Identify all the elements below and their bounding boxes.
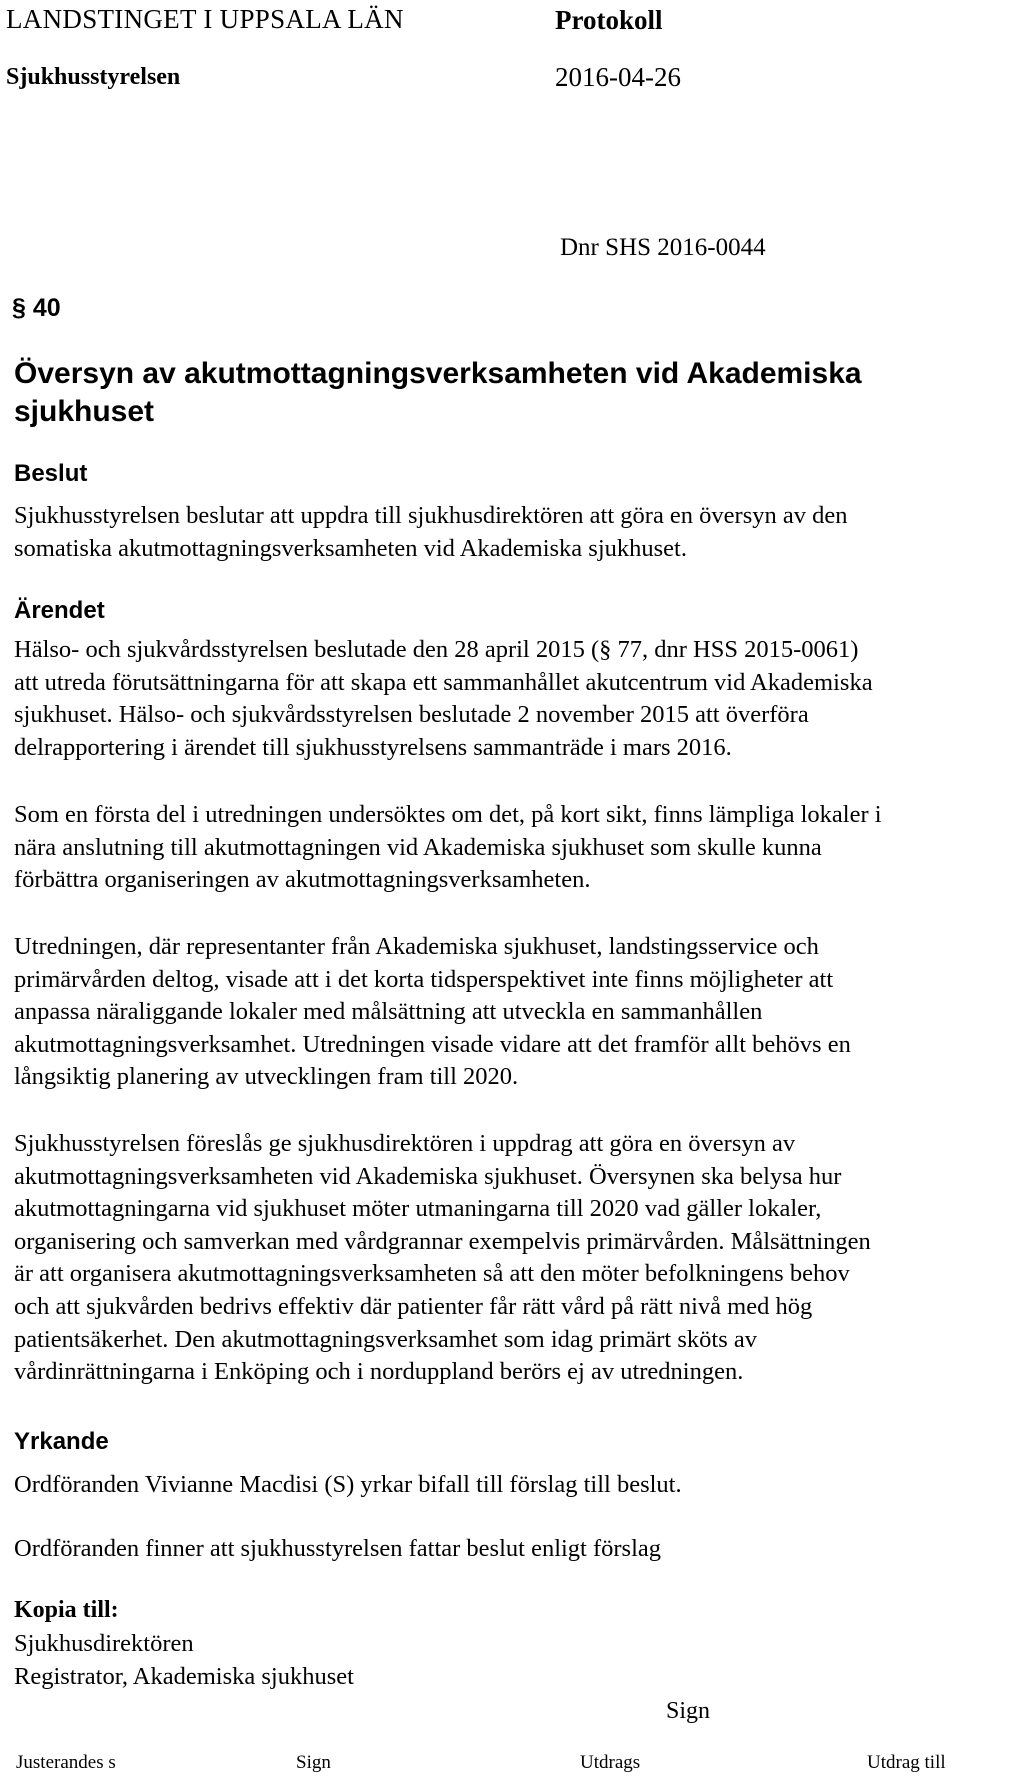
recipient: Registrator, Akademiska sjukhuset — [14, 1662, 354, 1690]
text-line: Ordföranden Vivianne Macdisi (S) yrkar bifall till förslag till beslut. — [14, 1471, 682, 1498]
section-title — [14, 355, 974, 431]
text-line: akutmottagningsverksamheten vid Akademiska sjukhuset. Översynen ska belysa hur — [14, 1162, 842, 1190]
document-type: Protokoll — [555, 5, 663, 35]
text-line: primärvården deltog, visade att i det korta tidsperspektivet inte finns möjligheter att — [14, 965, 834, 993]
text-line: akutmottagningsverksamhet. Utredningen visade vidare att det framför allt behövs en — [14, 1030, 851, 1058]
recipient: Sjukhusdirektören — [14, 1630, 194, 1657]
text-line: akutmottagningarna vid sjukhuset möter utmaningarna till 2020 vad gäller lokaler, — [14, 1195, 822, 1223]
text-line: delrapportering i ärendet till sjukhusstyrelsens sammanträde i mars 2016. — [14, 733, 732, 761]
arendet-paragraph-4 — [14, 1128, 1014, 1389]
text-line: förbättra organiseringen av akutmottagningsverksamheten. — [14, 866, 591, 894]
yrkande-paragraph-2 — [14, 1533, 1014, 1566]
section-title-line: sjukhuset — [14, 395, 155, 428]
footer-justerandes: Justerandes s — [16, 1752, 116, 1773]
arendet-heading: Ärendet — [14, 597, 105, 624]
text-line: patientsäkerhet. Den akutmottagningsverksamhet som idag primärt sköts av — [14, 1325, 757, 1353]
text-line: att utreda förutsättningarna för att skapa ett sammanhållet akutcentrum vid Akademiska — [14, 668, 873, 696]
text-line: organisering och samverkan med vårdgrannar exempelvis primärvården. Målsättningen — [14, 1227, 871, 1255]
text-line: somatiska akutmottagningsverksamheten vid Akademiska sjukhuset. — [14, 534, 687, 562]
beslut-text — [14, 500, 1014, 565]
organization-name: LANDSTINGET I UPPSALA LÄN — [6, 4, 404, 34]
footer-utdrags: Utdrags — [580, 1752, 641, 1773]
kopia-heading: Kopia till: — [14, 1597, 119, 1623]
text-line: långsiktig planering av utvecklingen fram till 2020. — [14, 1063, 519, 1091]
text-line: och att sjukvården bedrivs effektiv där patienter får rätt vård på rätt nivå med hög — [14, 1292, 813, 1320]
footer-sign: Sign — [296, 1752, 331, 1773]
text-line: Ordföranden finner att sjukhusstyrelsen fattar beslut enligt förslag — [14, 1535, 662, 1562]
yrkande-paragraph-1 — [14, 1469, 1014, 1502]
text-line: anpassa näraliggande lokaler med målsättning att utveckla en sammanhållen — [14, 998, 763, 1026]
arendet-paragraph-2 — [14, 799, 1014, 897]
diary-number: Dnr SHS 2016-0044 — [560, 234, 766, 261]
text-line: Utredningen, där representanter från Akademiska sjukhuset, landstingsservice och — [14, 933, 819, 960]
kopia-recipients — [14, 1628, 1014, 1693]
text-line: är att organisera akutmottagningsverksamheten så att den möter befolkningens behov — [14, 1260, 850, 1288]
text-line: Sjukhusstyrelsen beslutar att uppdra till sjukhusdirektören att göra en översyn av den — [14, 502, 848, 529]
text-line: vårdinrättningarna i Enköping och i norduppland berörs ej av utredningen. — [14, 1358, 744, 1386]
section-title-line: Översyn av akutmottagningsverksamheten vid Akademiska — [14, 357, 862, 390]
text-line: sjukhuset. Hälso- och sjukvårdsstyrelsen beslutade 2 november 2015 att överföra — [14, 701, 809, 729]
board-name: Sjukhusstyrelsen — [6, 64, 181, 90]
sign-label: Sign — [666, 1698, 711, 1724]
meeting-date: 2016-04-26 — [555, 62, 681, 92]
section-number: § 40 — [12, 294, 61, 322]
beslut-heading: Beslut — [14, 460, 88, 487]
yrkande-heading: Yrkande — [14, 1428, 109, 1455]
footer-utdrag-till: Utdrag till — [867, 1752, 946, 1773]
text-line: Sjukhusstyrelsen föreslås ge sjukhusdirektören i uppdrag att göra en översyn av — [14, 1130, 796, 1157]
arendet-paragraph-1 — [14, 634, 1014, 764]
text-line: nära anslutning till akutmottagningen vid Akademiska sjukhuset som skulle kunna — [14, 833, 822, 861]
text-line: Som en första del i utredningen undersöktes om det, på kort sikt, finns lämpliga lokaler i — [14, 801, 882, 828]
arendet-paragraph-3 — [14, 931, 1014, 1094]
text-line: Hälso- och sjukvårdsstyrelsen beslutade den 28 april 2015 (§ 77, dnr HSS 2015-0061) — [14, 636, 859, 663]
